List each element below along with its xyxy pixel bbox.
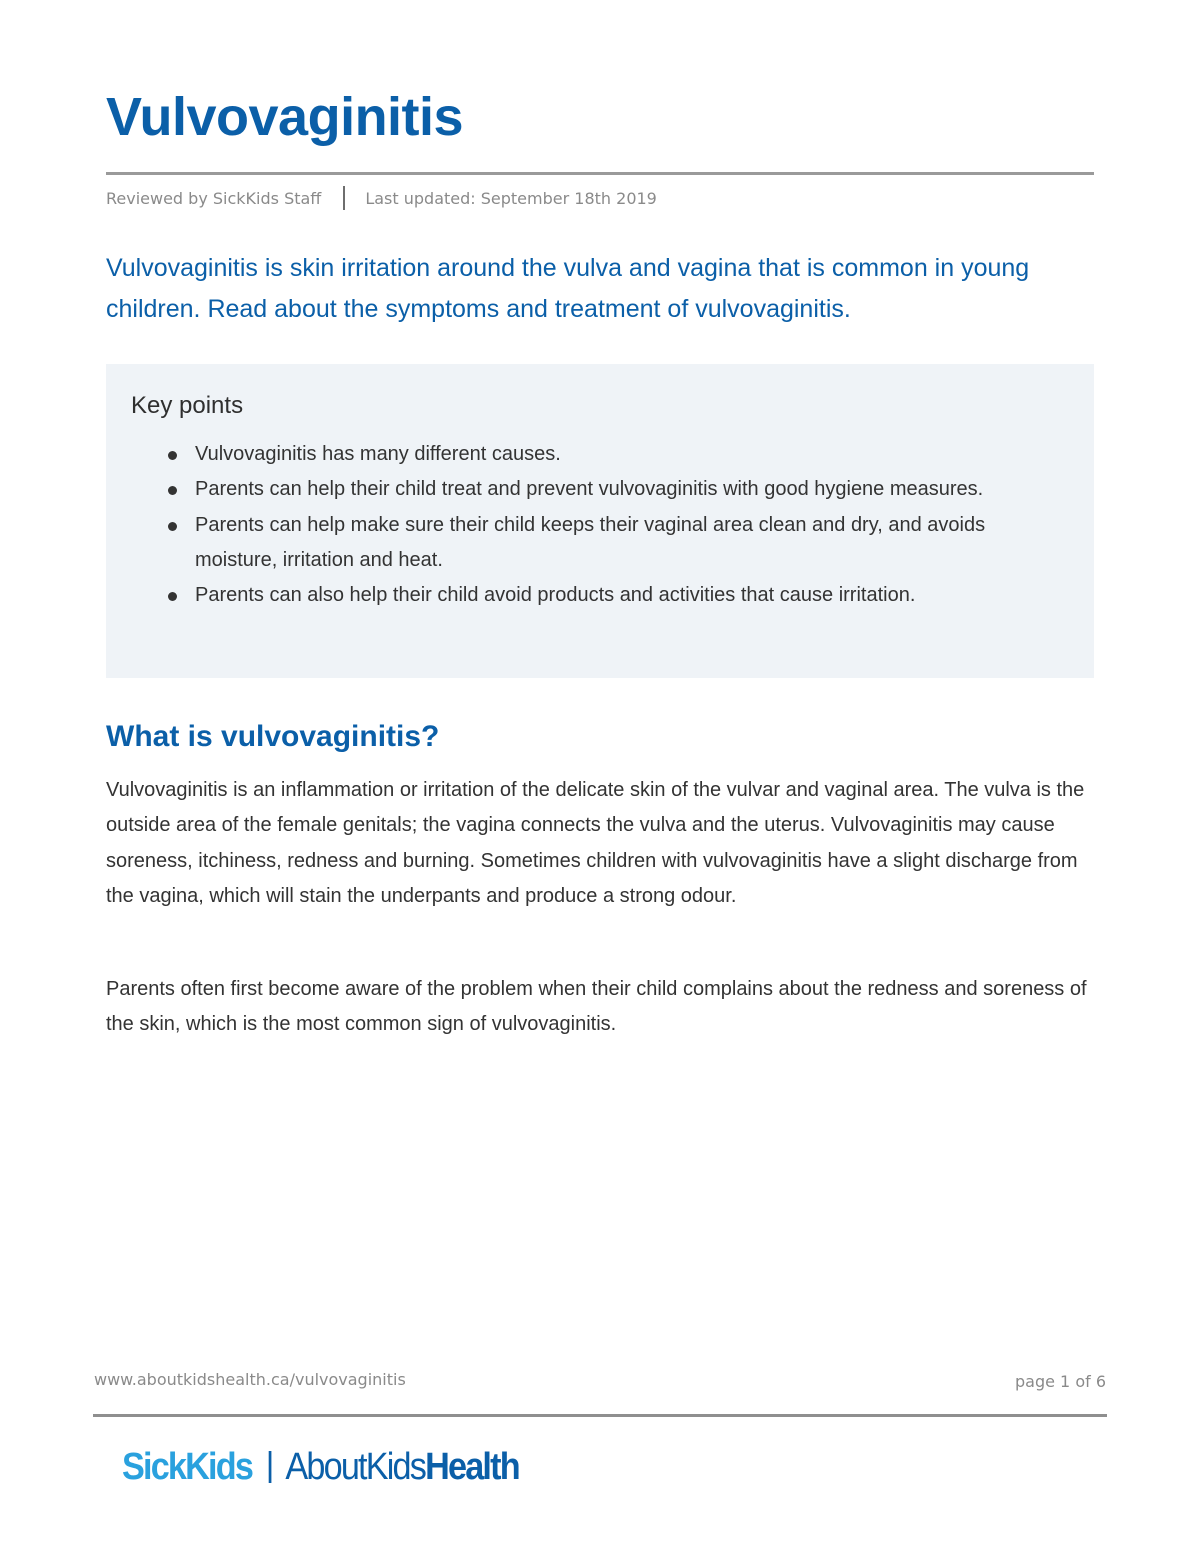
logo-divider xyxy=(268,1451,271,1483)
bullet-icon xyxy=(168,486,177,495)
key-point-item xyxy=(195,472,1070,507)
title-divider xyxy=(106,172,1094,175)
sickkids-aboutkidshealth-logo xyxy=(122,1438,519,1496)
logo-aboutkids-text: AboutKids xyxy=(285,1445,426,1488)
key-point-item xyxy=(195,578,1070,613)
bullet-icon xyxy=(168,592,177,601)
bullet-icon xyxy=(168,522,177,531)
intro-summary: Vulvovaginitis is skin irritation around the vulva and vagina that is common in young children. Read about the symptoms and treatment of vulvovaginitis. xyxy=(106,254,1030,323)
bullet-icon xyxy=(168,451,177,460)
body-paragraph-2: Parents often first become aware of the problem when their child complains about the redness and soreness of the skin, which is the most common sign of vulvovaginitis. xyxy=(106,978,1087,1036)
key-point-text: Parents can help their child treat and prevent vulvovaginitis with good hygiene measures. xyxy=(195,478,984,501)
key-point-text: Parents can help make sure their child keeps their vaginal area clean and dry, and avoids moisture, irritation and heat. xyxy=(195,513,986,571)
article-meta xyxy=(106,185,657,211)
key-point-item xyxy=(195,508,1070,579)
reviewed-by: Reviewed by SickKids Staff xyxy=(106,188,322,208)
logo-health-text: Health xyxy=(425,1445,519,1488)
last-updated: Last updated: September 18th 2019 xyxy=(365,188,657,208)
footer-divider xyxy=(93,1414,1107,1417)
key-point-text: Vulvovaginitis has many different causes. xyxy=(195,443,561,465)
key-points-title: Key points xyxy=(131,392,244,419)
key-points-box xyxy=(106,364,1094,678)
body-paragraph-1: Vulvovaginitis is an inflammation or irritation of the delicate skin of the vulvar and vaginal area. The vulva is the outside area of the female genitals; the vagina connects the vulva and the uterus. Vulvovaginitis may cause soreness, itchiness, redness and burning. Sometimes children with vulvovaginitis have a slight discharge from the vagina, which will stain the underpants and produce a strong odour. xyxy=(106,779,1085,907)
logo-sickkids-text: SickKids xyxy=(122,1445,253,1488)
key-point-item xyxy=(195,437,1070,472)
footer-url-link[interactable]: www.aboutkidshealth.ca/vulvovaginitis xyxy=(94,1370,406,1389)
key-point-text: Parents can also help their child avoid products and activities that cause irritation. xyxy=(195,584,916,607)
page-number: page 1 of 6 xyxy=(1015,1372,1106,1391)
page-title: Vulvovaginitis xyxy=(106,87,464,147)
key-points-list xyxy=(131,437,1070,613)
meta-separator xyxy=(343,186,345,210)
section-heading: What is vulvovaginitis? xyxy=(106,720,440,753)
